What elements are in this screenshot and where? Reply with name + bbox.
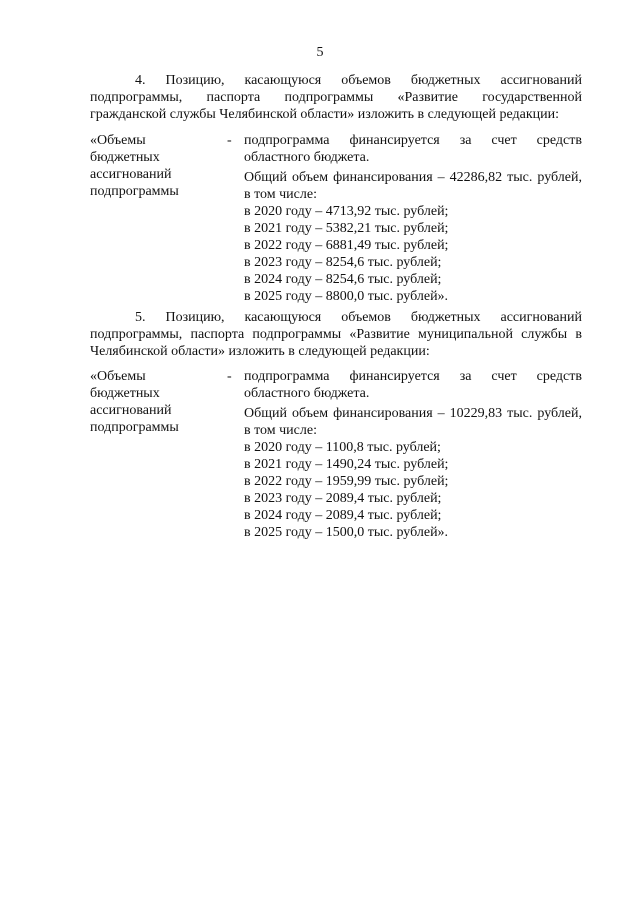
financing-intro-line: подпрограмма финансируется за счет средств — [244, 133, 582, 148]
financing-total-line: в том числе: — [244, 187, 317, 202]
label-line: подпрограммы — [90, 184, 179, 199]
financing-year-line: в 2022 году – 1959,99 тыс. рублей; — [244, 474, 449, 489]
financing-intro-line: подпрограмма финансируется за счет средств — [244, 369, 582, 384]
financing-year-line: в 2020 году – 4713,92 тыс. рублей; — [244, 204, 449, 219]
label-line: бюджетных — [90, 386, 160, 401]
label-line: ассигнований — [90, 403, 172, 418]
financing-year-line: в 2025 году – 8800,0 тыс. рублей». — [244, 289, 449, 304]
section-5-paragraph — [90, 309, 582, 360]
label-line: подпрограммы — [90, 420, 179, 435]
section-4-passport-block — [90, 132, 582, 304]
financing-year-line: в 2025 году – 1500,0 тыс. рублей». — [244, 525, 449, 540]
financing-year-line: в 2024 году – 8254,6 тыс. рублей; — [244, 272, 442, 287]
financing-year-line: в 2021 году – 5382,21 тыс. рублей; — [244, 221, 449, 236]
financing-total-line: в том числе: — [244, 423, 317, 438]
section-4-line-1: 4. Позицию, касающуюся объемов бюджетных ассигнований — [135, 73, 582, 88]
financing-intro-line: областного бюджета. — [244, 386, 370, 401]
section-5-line-3: Челябинской области» изложить в следующей редакции: — [90, 344, 430, 359]
section-5-line-2: подпрограммы, паспорта подпрограммы «Развитие муниципальной службы в — [90, 327, 582, 342]
section-5-line-1: 5. Позицию, касающуюся объемов бюджетных ассигнований — [135, 310, 582, 325]
financing-year-line: в 2022 году – 6881,49 тыс. рублей; — [244, 238, 449, 253]
section-5-financing — [244, 368, 582, 541]
section-4-line-2: подпрограммы, паспорта подпрограммы «Развитие государственной — [90, 90, 582, 105]
section-4-financing — [244, 132, 582, 305]
financing-year-line: в 2020 году – 1100,8 тыс. рублей; — [244, 440, 441, 455]
section-4-line-3: гражданской службы Челябинской области» изложить в следующей редакции: — [90, 107, 559, 122]
financing-year-line: в 2021 году – 1490,24 тыс. рублей; — [244, 457, 449, 472]
section-5-dash: - — [227, 369, 232, 384]
section-4-paragraph — [90, 72, 582, 123]
financing-total-line: Общий объем финансирования – 10229,83 тыс. рублей, — [244, 406, 582, 421]
financing-year-line: в 2023 году – 2089,4 тыс. рублей; — [244, 491, 442, 506]
page-number: 5 — [316, 45, 324, 60]
label-line: «Объемы — [90, 133, 146, 148]
section-4-dash: - — [227, 133, 232, 148]
label-line: «Объемы — [90, 369, 146, 384]
financing-intro-line: областного бюджета. — [244, 150, 370, 165]
financing-total-line: Общий объем финансирования – 42286,82 тыс. рублей, — [244, 170, 582, 185]
section-5-label — [90, 368, 230, 436]
section-5-passport-block — [90, 368, 582, 540]
label-line: бюджетных — [90, 150, 160, 165]
financing-year-line: в 2024 году – 2089,4 тыс. рублей; — [244, 508, 442, 523]
financing-year-line: в 2023 году – 8254,6 тыс. рублей; — [244, 255, 442, 270]
section-4-label — [90, 132, 230, 200]
label-line: ассигнований — [90, 167, 172, 182]
